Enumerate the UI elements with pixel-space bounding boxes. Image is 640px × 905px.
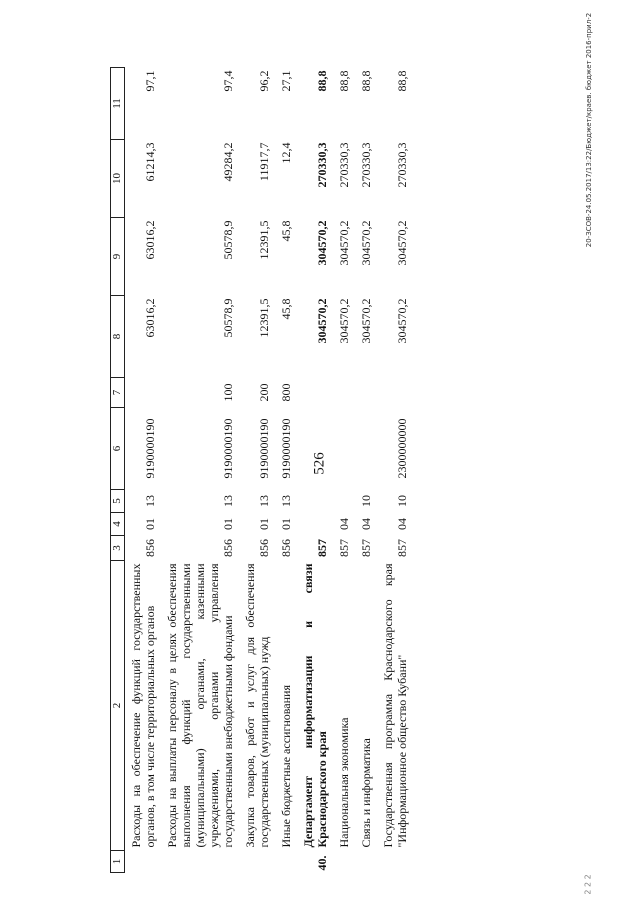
value-refined: 45,8: [278, 220, 293, 241]
value-percent: 88,8: [336, 70, 351, 91]
table-row: [377, 67, 413, 872]
table-row: [297, 67, 333, 872]
item-name: Расходы на обеспечение функций государственных органов, в том числе территориальных органов: [128, 563, 157, 847]
code-target: 9190000190: [278, 418, 293, 478]
value-percent: 27,1: [278, 70, 293, 91]
row-number: [124, 850, 161, 872]
code-expense-type: [333, 377, 355, 407]
code-admin: 856: [278, 538, 293, 557]
table-row: [275, 67, 297, 872]
col-header: 8: [110, 295, 124, 377]
value-approved: 304570,2: [394, 298, 409, 343]
item-name: Закупка товаров, работ и услуг для обеспечения государственных (муниципальных) нужд: [242, 563, 271, 847]
code-section: [297, 512, 333, 535]
item-name: Департамент информатизации и связи Краснодарского края: [300, 563, 329, 847]
value-refined: 304570,2: [394, 220, 409, 265]
value-approved: 12391,5: [256, 298, 271, 337]
item-name: Расходы на выплаты персоналу в целях обеспечения выполнения функций государственными (муниципальными) органами, казенными учреждениями, органами управления государственными внебюджетными фондами: [164, 563, 235, 847]
corner-mark: 2 2 2: [583, 874, 593, 895]
row-number: 40.: [314, 855, 329, 870]
value-refined: 12391,5: [256, 220, 271, 259]
value-refined: 50578,9: [220, 220, 235, 259]
code-subsection: 10: [358, 494, 373, 507]
code-admin: 856: [256, 538, 271, 557]
col-header: 7: [110, 377, 124, 407]
code-expense-type: 200: [256, 383, 271, 401]
code-admin: 857: [358, 538, 373, 557]
code-admin: 857: [394, 538, 409, 557]
col-header: 9: [110, 217, 124, 295]
value-approved: 50578,9: [220, 298, 235, 337]
code-expense-type: 100: [220, 383, 235, 401]
column-number-header: [110, 67, 124, 872]
value-executed: 49284,2: [220, 142, 235, 181]
code-target: [333, 407, 355, 489]
code-section: 01: [220, 517, 235, 530]
page-number: 526: [311, 452, 328, 475]
code-target: 9190000190: [256, 418, 271, 478]
col-header: 6: [110, 407, 124, 489]
col-header: 1: [110, 850, 124, 872]
value-percent: 88,8: [314, 70, 329, 91]
code-target: 2300000000: [394, 418, 409, 478]
code-subsection: 13: [278, 494, 293, 507]
code-subsection: 13: [220, 494, 235, 507]
col-header: 3: [110, 535, 124, 560]
code-admin: 856: [142, 538, 157, 557]
code-target: [355, 407, 377, 489]
value-executed: 61214,3: [142, 142, 157, 181]
row-number: [377, 850, 413, 872]
code-section: 01: [278, 517, 293, 530]
col-header: 5: [110, 489, 124, 512]
code-expense-type: [355, 377, 377, 407]
table-row: [124, 67, 161, 872]
table-row: [355, 67, 377, 872]
row-number: [239, 850, 275, 872]
code-expense-type: [377, 377, 413, 407]
col-header: 11: [110, 67, 124, 139]
table-body: [124, 67, 413, 872]
value-executed: 11917,7: [256, 142, 271, 181]
value-executed: 270330,3: [358, 142, 373, 187]
value-executed: 12,4: [278, 142, 293, 163]
table-row: [333, 67, 355, 872]
col-header: 2: [110, 560, 124, 850]
row-number: [355, 850, 377, 872]
col-header: 10: [110, 139, 124, 217]
item-name: Национальная экономика: [336, 717, 351, 847]
value-percent: 97,1: [142, 70, 157, 91]
budget-table-rotated: [110, 68, 595, 873]
value-refined: 304570,2: [336, 220, 351, 265]
value-approved: 304570,2: [336, 298, 351, 343]
value-approved: 45,8: [278, 298, 293, 319]
value-refined: 63016,2: [142, 220, 157, 259]
value-percent: 88,8: [394, 70, 409, 91]
item-name: Связь и информатика: [358, 737, 373, 847]
value-approved: 304570,2: [314, 298, 329, 343]
col-header: 4: [110, 512, 124, 535]
table-row: [239, 67, 275, 872]
row-number: [275, 850, 297, 872]
code-section: 04: [336, 517, 351, 530]
code-admin: 857: [314, 538, 329, 557]
code-target: 9190000190: [142, 418, 157, 478]
value-percent: 88,8: [358, 70, 373, 91]
budget-table: [110, 67, 413, 873]
code-expense-type: [124, 377, 161, 407]
item-name: Иные бюджетные ассигнования: [278, 684, 293, 847]
code-expense-type: [297, 377, 333, 407]
code-subsection: 13: [142, 494, 157, 507]
code-expense-type: 800: [278, 383, 293, 401]
code-target: 9190000190: [220, 418, 235, 478]
code-admin: 856: [220, 538, 235, 557]
code-section: 04: [394, 517, 409, 530]
code-section: 04: [358, 517, 373, 530]
row-number: [161, 850, 239, 872]
value-percent: 96,2: [256, 70, 271, 91]
code-section: 01: [256, 517, 271, 530]
code-section: 01: [142, 517, 157, 530]
code-target: [297, 407, 333, 489]
row-number: [333, 850, 355, 872]
value-executed: 270330,3: [336, 142, 351, 187]
value-approved: 63016,2: [142, 298, 157, 337]
value-approved: 304570,2: [358, 298, 373, 343]
value-executed: 270330,3: [394, 142, 409, 187]
code-subsection: 10: [394, 494, 409, 507]
value-refined: 304570,2: [314, 220, 329, 265]
value-executed: 270330,3: [314, 142, 329, 187]
item-name: Государственная программа Краснодарского края "Информационное общество Кубани": [380, 563, 409, 847]
table-row: [161, 67, 239, 872]
code-subsection: 13: [256, 494, 271, 507]
value-refined: 304570,2: [358, 220, 373, 265]
code-admin: 857: [336, 538, 351, 557]
code-subsection: [333, 489, 355, 512]
document-reference: 20-ЗСОВ-24.05.2017/13:22/Бюджет/краев. бюджет 2016-прил-2: [585, 12, 593, 248]
code-subsection: [297, 489, 333, 512]
value-percent: 97,4: [220, 70, 235, 91]
